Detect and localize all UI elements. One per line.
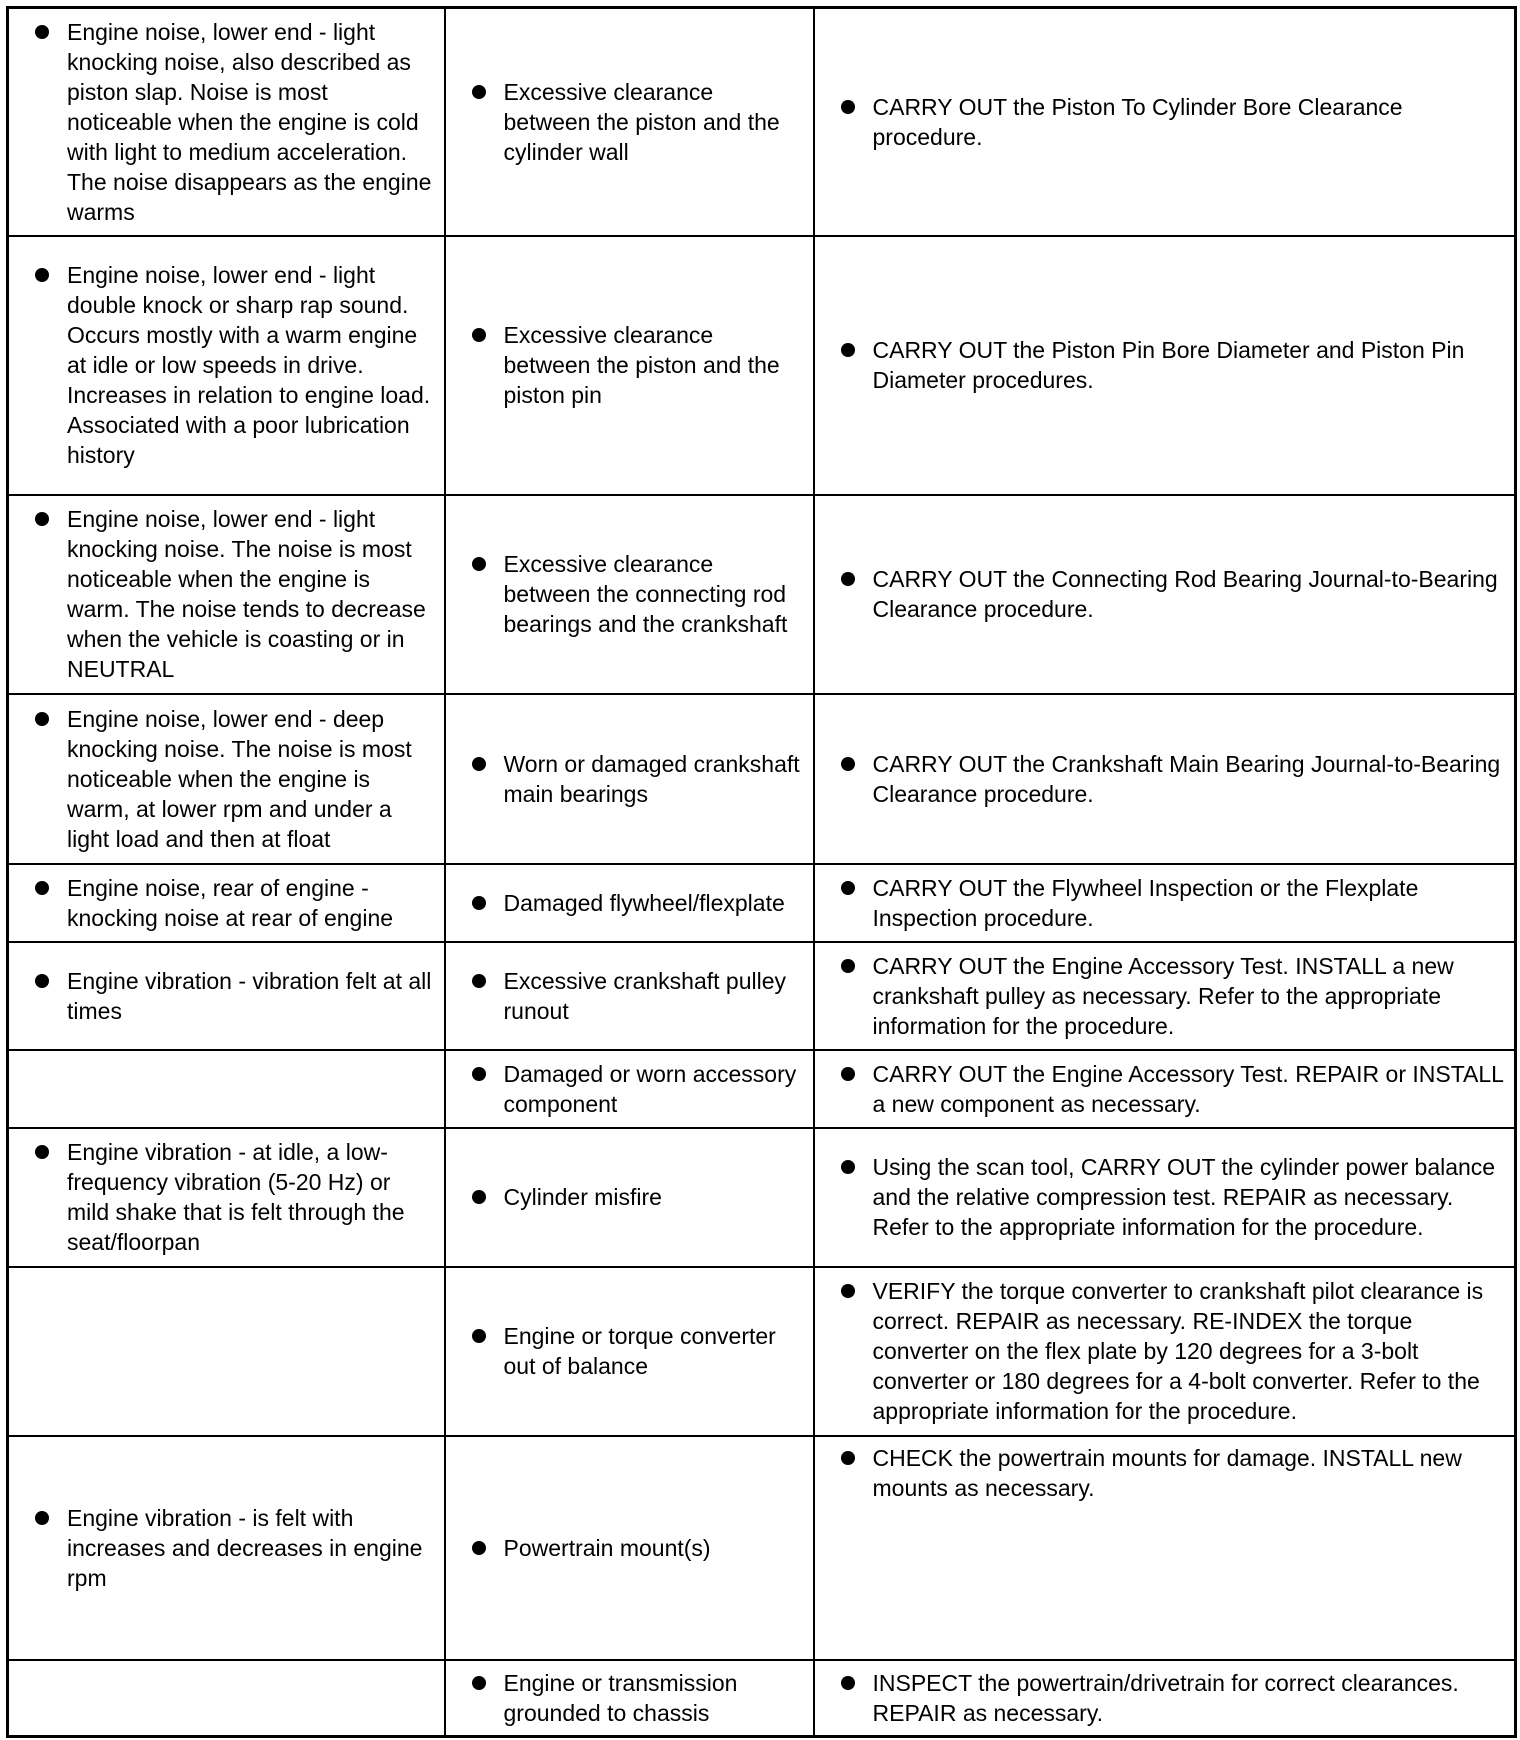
cause-item bbox=[446, 966, 803, 1026]
action-text: CARRY OUT the Crankshaft Main Bearing Journal-to-Bearing Clearance procedure. bbox=[872, 750, 1501, 807]
bullet-icon bbox=[472, 1190, 486, 1204]
action-item bbox=[815, 1152, 1505, 1242]
symptom-cell bbox=[8, 1128, 445, 1267]
table-row bbox=[8, 1128, 1516, 1267]
bullet-icon bbox=[841, 1284, 855, 1298]
symptom-cell bbox=[8, 1050, 445, 1128]
symptom-cell bbox=[8, 236, 445, 495]
cause-cell bbox=[445, 1128, 814, 1267]
symptom-text: Engine noise, rear of engine - knocking noise at rear of engine bbox=[67, 874, 394, 931]
action-text: VERIFY the torque converter to crankshaft pilot clearance is correct. REPAIR as necessary. RE-INDEX the torque converter on the flex plate by 120 degrees for a 3-bolt converter or 180 degrees for a 4-bolt converter. Refer to the appropriate information for the procedure. bbox=[872, 1278, 1484, 1424]
cause-cell bbox=[445, 8, 814, 236]
cause-item bbox=[446, 749, 803, 809]
action-text: CARRY OUT the Piston To Cylinder Bore Clearance procedure. bbox=[872, 93, 1403, 150]
symptom-text: Engine noise, lower end - light double knock or sharp rap sound. Occurs mostly with a warm engine at idle or low speeds in drive. Increases in relation to engine load. Associated with a poor lubrication history bbox=[67, 262, 431, 468]
bullet-icon bbox=[472, 1329, 486, 1343]
bullet-icon bbox=[841, 757, 855, 771]
cause-cell bbox=[445, 495, 814, 694]
cause-text: Excessive clearance between the piston and the piston pin bbox=[503, 322, 780, 408]
bullet-icon bbox=[472, 1676, 486, 1690]
table-row bbox=[8, 1660, 1516, 1737]
cause-cell bbox=[445, 1436, 814, 1660]
symptom-text: Engine vibration - is felt with increases and decreases in engine rpm bbox=[67, 1504, 423, 1591]
symptom-cell bbox=[8, 864, 445, 942]
cause-text: Excessive clearance between the connecting rod bearings and the crankshaft bbox=[503, 551, 788, 637]
bullet-icon bbox=[841, 1067, 855, 1081]
symptom-text: Engine vibration - at idle, a low-frequency vibration (5-20 Hz) or mild shake that is felt through the seat/floorpan bbox=[67, 1139, 405, 1255]
bullet-icon bbox=[472, 974, 486, 988]
bullet-icon bbox=[35, 512, 49, 526]
action-cell bbox=[814, 1128, 1516, 1267]
bullet-icon bbox=[35, 268, 49, 282]
action-item bbox=[815, 951, 1505, 1041]
bullet-icon bbox=[35, 974, 49, 988]
cause-cell bbox=[445, 942, 814, 1050]
action-text: Using the scan tool, CARRY OUT the cylinder power balance and the relative compression test. REPAIR as necessary. Refer to the appropriate information for the procedure. bbox=[872, 1154, 1496, 1240]
action-cell bbox=[814, 942, 1516, 1050]
symptom-text: Engine noise, lower end - light knocking noise, also described as piston slap. Noise is most noticeable when the engine is cold with light to medium acceleration. The noise disappears as the engine warms bbox=[67, 18, 432, 225]
action-cell bbox=[814, 495, 1516, 694]
bullet-icon bbox=[841, 1160, 855, 1174]
action-item bbox=[815, 1443, 1505, 1503]
table-row bbox=[8, 495, 1516, 694]
action-item bbox=[815, 1276, 1505, 1426]
table-row bbox=[8, 694, 1516, 864]
cause-text: Damaged flywheel/flexplate bbox=[503, 889, 785, 916]
table-row bbox=[8, 236, 1516, 495]
cause-cell bbox=[445, 694, 814, 864]
cause-cell bbox=[445, 1050, 814, 1128]
cause-text: Cylinder misfire bbox=[503, 1184, 662, 1210]
symptom-item bbox=[9, 873, 434, 933]
cause-item bbox=[446, 1059, 803, 1119]
bullet-icon bbox=[841, 572, 855, 586]
bullet-icon bbox=[35, 1145, 49, 1159]
action-cell bbox=[814, 1050, 1516, 1128]
action-cell bbox=[814, 864, 1516, 942]
action-item bbox=[815, 1059, 1505, 1119]
bullet-icon bbox=[472, 557, 486, 571]
cause-item bbox=[446, 888, 803, 918]
bullet-icon bbox=[472, 757, 486, 771]
table-row bbox=[8, 942, 1516, 1050]
action-cell bbox=[814, 236, 1516, 495]
symptom-item bbox=[9, 704, 434, 854]
action-text: CARRY OUT the Piston Pin Bore Diameter and Piston Pin Diameter procedures. bbox=[872, 337, 1465, 393]
symptom-item bbox=[9, 504, 434, 684]
cause-item bbox=[446, 1533, 803, 1563]
action-text: CHECK the powertrain mounts for damage. INSTALL new mounts as necessary. bbox=[872, 1444, 1462, 1501]
action-text: CARRY OUT the Flywheel Inspection or the Flexplate Inspection procedure. bbox=[872, 874, 1419, 931]
bullet-icon bbox=[472, 328, 486, 342]
action-text: CARRY OUT the Engine Accessory Test. REPAIR or INSTALL a new component as necessary. bbox=[872, 1060, 1504, 1117]
symptom-text: Engine noise, lower end - light knocking noise. The noise is most noticeable when the engine is warm. The noise tends to decrease when the vehicle is coasting or in NEUTRAL bbox=[67, 506, 426, 682]
cause-cell bbox=[445, 864, 814, 942]
bullet-icon bbox=[841, 1451, 855, 1465]
action-cell bbox=[814, 1436, 1516, 1660]
table-row bbox=[8, 864, 1516, 942]
table-row bbox=[8, 1436, 1516, 1660]
cause-item bbox=[446, 320, 803, 410]
cause-text: Excessive clearance between the piston and the cylinder wall bbox=[503, 78, 780, 165]
cause-text: Powertrain mount(s) bbox=[503, 1534, 711, 1561]
symptom-table bbox=[6, 6, 1517, 1738]
action-cell bbox=[814, 1660, 1516, 1737]
bullet-icon bbox=[841, 1676, 855, 1690]
symptom-item bbox=[9, 1503, 434, 1593]
bullet-icon bbox=[841, 959, 855, 973]
symptom-cell bbox=[8, 694, 445, 864]
action-item bbox=[815, 564, 1505, 624]
action-cell bbox=[814, 8, 1516, 236]
action-cell bbox=[814, 694, 1516, 864]
cause-item bbox=[446, 1668, 803, 1728]
symptom-item bbox=[9, 1137, 434, 1257]
cause-text: Engine or transmission grounded to chassis bbox=[503, 1669, 738, 1726]
symptom-item bbox=[9, 966, 434, 1026]
symptom-cell bbox=[8, 1267, 445, 1436]
cause-cell bbox=[445, 1660, 814, 1737]
action-text: INSPECT the powertrain/drivetrain for correct clearances. REPAIR as necessary. bbox=[872, 1669, 1459, 1726]
symptom-cell bbox=[8, 1660, 445, 1737]
symptom-cell bbox=[8, 8, 445, 236]
bullet-icon bbox=[841, 100, 855, 114]
symptom-text: Engine noise, lower end - deep knocking noise. The noise is most noticeable when the engine is warm, at lower rpm and under a light load and then at float bbox=[67, 705, 412, 852]
bullet-icon bbox=[472, 896, 486, 910]
symptom-cell bbox=[8, 942, 445, 1050]
bullet-icon bbox=[35, 881, 49, 895]
action-item bbox=[815, 749, 1505, 809]
symptom-text: Engine vibration - vibration felt at all times bbox=[67, 967, 432, 1024]
table-row bbox=[8, 8, 1516, 236]
bullet-icon bbox=[35, 25, 49, 39]
cause-item bbox=[446, 549, 803, 639]
bullet-icon bbox=[841, 881, 855, 895]
table-row bbox=[8, 1267, 1516, 1436]
action-text: CARRY OUT the Connecting Rod Bearing Journal-to-Bearing Clearance procedure. bbox=[872, 566, 1498, 622]
bullet-icon bbox=[35, 1511, 49, 1525]
cause-text: Damaged or worn accessory component bbox=[503, 1060, 797, 1117]
cause-text: Worn or damaged crankshaft main bearings bbox=[503, 750, 800, 807]
cause-text: Excessive crankshaft pulley runout bbox=[503, 967, 787, 1024]
bullet-icon bbox=[841, 343, 855, 357]
cause-item bbox=[446, 1182, 803, 1212]
action-item bbox=[815, 873, 1505, 933]
symptom-item bbox=[9, 17, 434, 227]
bullet-icon bbox=[472, 85, 486, 99]
action-cell bbox=[814, 1267, 1516, 1436]
bullet-icon bbox=[35, 712, 49, 726]
cause-cell bbox=[445, 236, 814, 495]
table-row bbox=[8, 1050, 1516, 1128]
symptom-cell bbox=[8, 1436, 445, 1660]
cause-cell bbox=[445, 1267, 814, 1436]
symptom-cell bbox=[8, 495, 445, 694]
symptom-item bbox=[9, 260, 434, 470]
action-item bbox=[815, 1668, 1505, 1728]
cause-text: Engine or torque converter out of balance bbox=[503, 1323, 776, 1379]
action-text: CARRY OUT the Engine Accessory Test. INSTALL a new crankshaft pulley as necessary. Refer to the appropriate information for the procedure. bbox=[872, 952, 1454, 1039]
bullet-icon bbox=[472, 1067, 486, 1081]
action-item bbox=[815, 335, 1505, 395]
cause-item bbox=[446, 1321, 803, 1381]
bullet-icon bbox=[472, 1541, 486, 1555]
cause-item bbox=[446, 77, 803, 167]
action-item bbox=[815, 92, 1505, 152]
